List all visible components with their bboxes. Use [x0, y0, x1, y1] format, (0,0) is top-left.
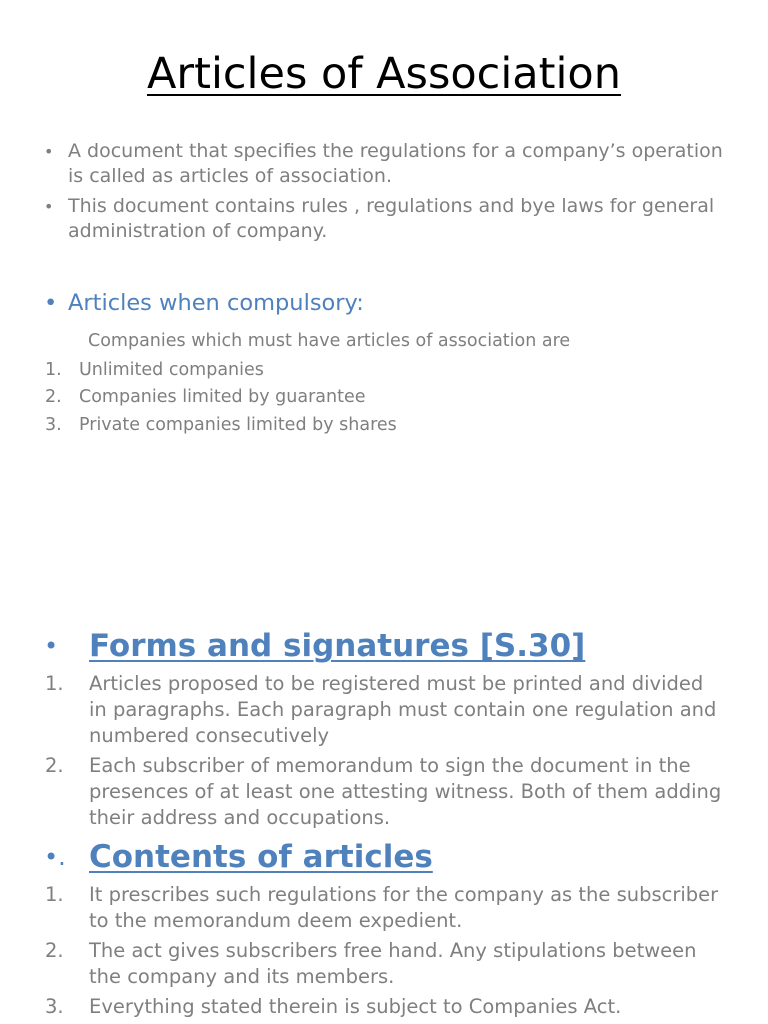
list-item — [45, 412, 735, 439]
forms-heading: Forms and signatures [S.30] — [89, 628, 586, 664]
compulsory-heading: Articles when compulsory: — [68, 290, 364, 316]
intro-bullets — [44, 139, 734, 249]
contents-heading-row — [44, 838, 744, 878]
list-number: 1. — [45, 883, 64, 906]
list-text: Companies limited by guarantee — [79, 387, 366, 408]
list-item — [45, 753, 725, 831]
list-number: 2. — [45, 754, 64, 777]
forms-heading-row — [44, 627, 744, 667]
list-text: It prescribes such regulations for the company as the subscriber to the memorandum deem expedient. — [89, 883, 719, 932]
list-text: Each subscriber of memorandum to sign the document in the presences of at least one attesting witness. Both of them adding their address and occupations. — [89, 754, 722, 829]
list-text: The act gives subscribers free hand. Any stipulations between the company and its members. — [89, 939, 697, 988]
bullet-dot-icon: •. — [44, 843, 66, 871]
bullet-dot-icon: • — [44, 197, 54, 216]
list-number: 2. — [45, 387, 62, 408]
list-item — [45, 938, 725, 990]
contents-list — [45, 882, 725, 1024]
compulsory-list — [45, 357, 735, 439]
bullet-dot-icon: • — [44, 290, 58, 316]
bullet-item — [44, 194, 734, 244]
forms-list — [45, 671, 725, 835]
page-title: Articles of Association — [147, 49, 621, 99]
list-text: Private companies limited by shares — [79, 414, 397, 435]
compulsory-heading-row — [44, 288, 734, 318]
list-number: 1. — [45, 672, 64, 695]
bullet-dot-icon: • — [44, 632, 59, 660]
compulsory-intro: Companies which must have articles of association are — [88, 331, 571, 351]
list-item — [45, 882, 725, 934]
bullet-item — [44, 139, 734, 189]
list-item — [45, 994, 725, 1020]
list-number: 3. — [45, 414, 62, 435]
list-text: Unlimited companies — [79, 360, 264, 380]
list-text: Everything stated therein is subject to Companies Act. — [89, 995, 622, 1018]
bullet-text: A document that specifies the regulations for a company’s operation is called as articles of association. — [68, 140, 723, 187]
list-number: 3. — [45, 995, 64, 1018]
list-text: Articles proposed to be registered must be printed and divided in paragraphs. Each paragraph must contain one regulation and numbered consecutively — [89, 672, 717, 747]
list-number: 1. — [45, 360, 62, 380]
bullet-text: This document contains rules , regulations and bye laws for general administration of company. — [68, 195, 715, 242]
list-number: 2. — [45, 939, 64, 962]
list-item — [45, 357, 735, 384]
contents-heading: Contents of articles — [89, 839, 433, 875]
bullet-dot-icon: • — [44, 142, 54, 161]
list-item — [45, 384, 735, 411]
list-item — [45, 671, 725, 749]
